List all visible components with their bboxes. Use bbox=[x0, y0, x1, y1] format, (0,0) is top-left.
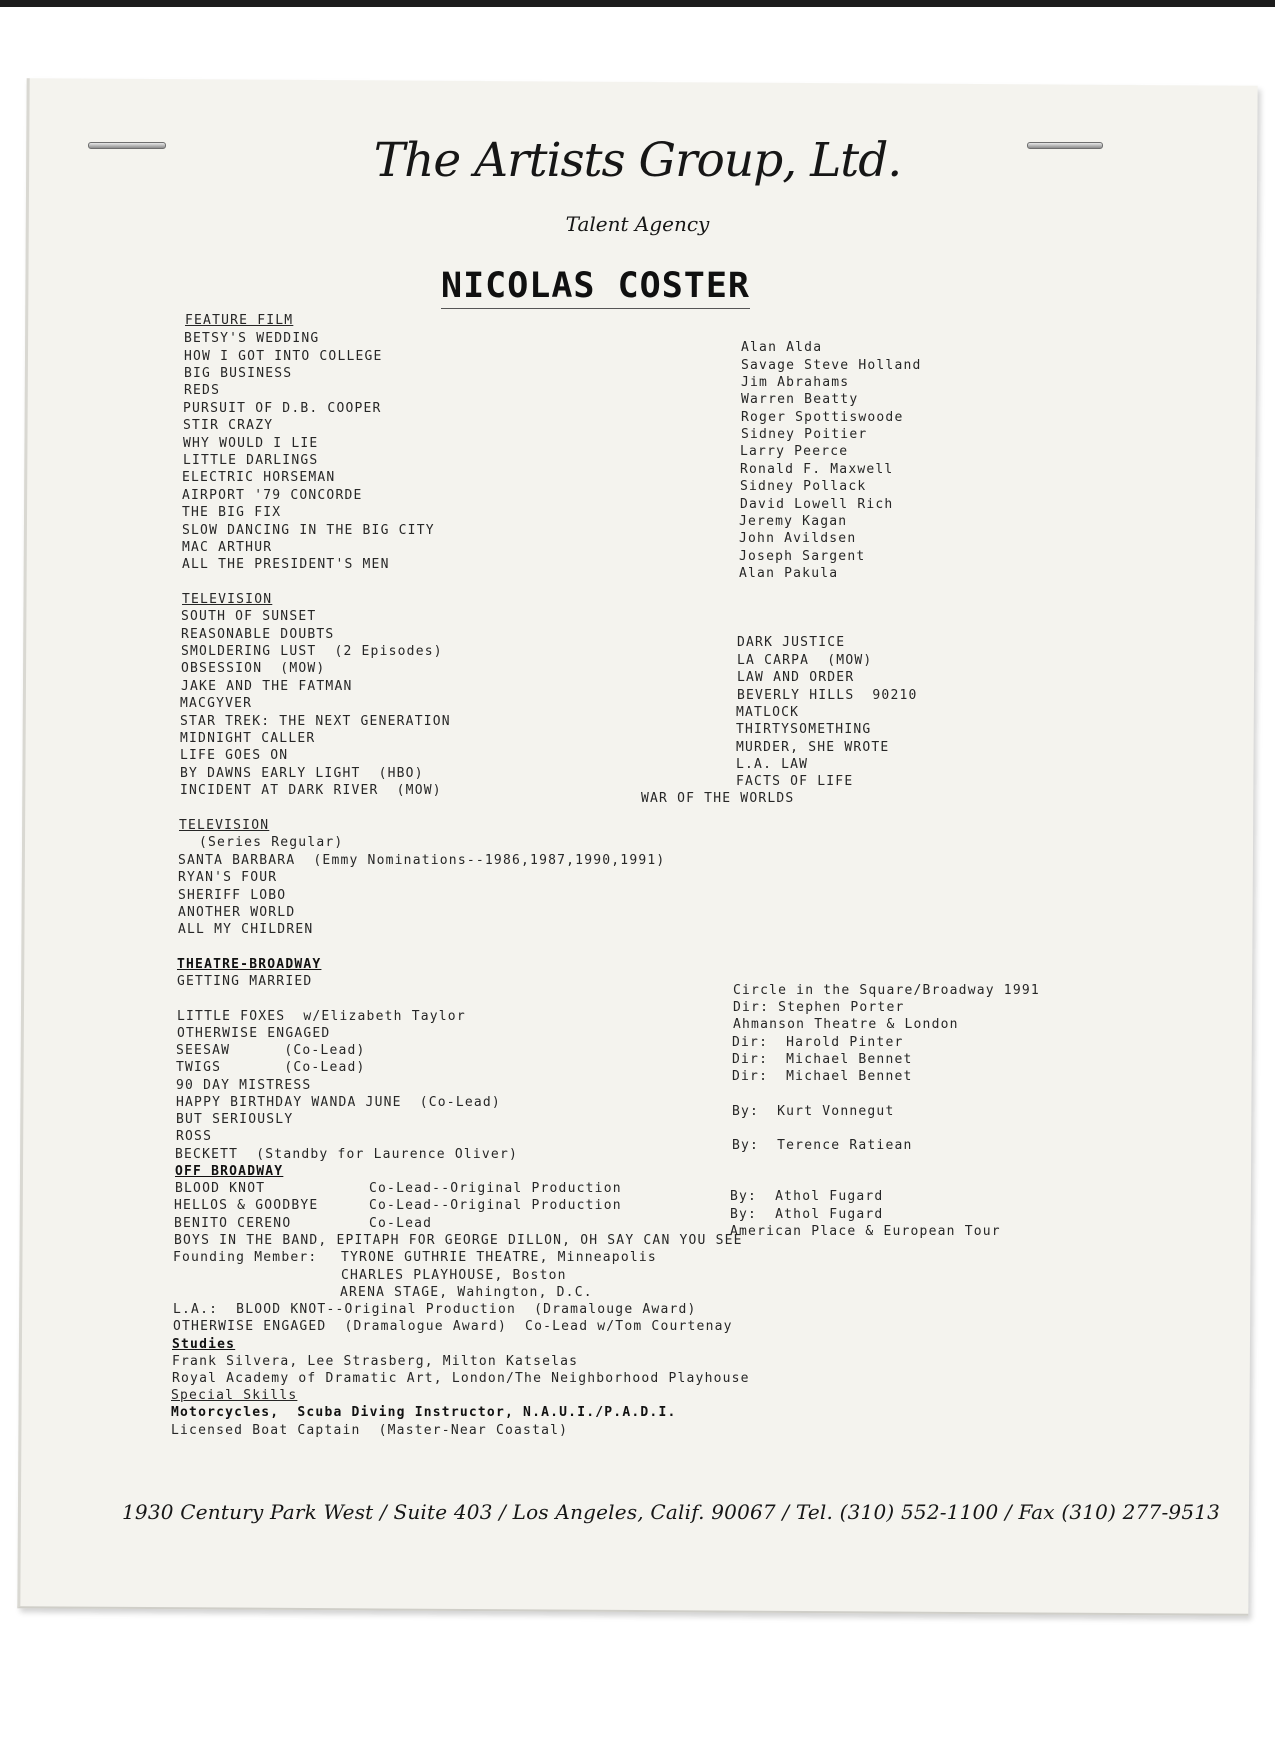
theatre-credit: Ahmanson Theatre & London bbox=[733, 1017, 959, 1032]
series-item: ALL MY CHILDREN bbox=[178, 922, 314, 937]
film-director: Larry Peerce bbox=[740, 444, 849, 459]
film-title: AIRPORT '79 CONCORDE bbox=[182, 488, 363, 503]
theatre-credit: Dir: Stephen Porter bbox=[733, 1000, 905, 1015]
section-heading-series: TELEVISION bbox=[179, 818, 270, 833]
film-title: STIR CRAZY bbox=[183, 418, 274, 433]
theatre-credit: Dir: Michael Bennet bbox=[732, 1069, 913, 1084]
tv-title: MACGYVER bbox=[180, 696, 253, 711]
series-item: RYAN'S FOUR bbox=[178, 870, 278, 885]
agency-address: 1930 Century Park West / Suite 403 / Los Angeles, Calif. 90067 / Tel. (310) 552-1100 / Fax (310) 277-9513 bbox=[122, 1500, 1221, 1524]
founding-theatre: ARENA STAGE, Wahington, D.C. bbox=[340, 1285, 593, 1300]
film-title: BIG BUSINESS bbox=[184, 366, 293, 381]
tv-title: JAKE AND THE FATMAN bbox=[181, 679, 353, 694]
tv-title: LIFE GOES ON bbox=[180, 748, 289, 763]
film-director: Joseph Sargent bbox=[739, 549, 866, 564]
film-director: Warren Beatty bbox=[741, 392, 859, 407]
founding-member-label: Founding Member: bbox=[173, 1250, 318, 1265]
theatre-item: GETTING MARRIED bbox=[177, 974, 313, 989]
theatre-item: TWIGS (Co-Lead) bbox=[176, 1060, 366, 1075]
client-name: NICOLAS COSTER bbox=[441, 266, 750, 309]
theatre-item: BECKETT (Standby for Laurence Oliver) bbox=[175, 1147, 519, 1162]
theatre-item: ROSS bbox=[176, 1129, 213, 1144]
film-director: Jim Abrahams bbox=[741, 375, 850, 390]
skill-item: Licensed Boat Captain (Master-Near Coastal) bbox=[171, 1423, 569, 1438]
theatre-item: LITTLE FOXES w/Elizabeth Taylor bbox=[177, 1009, 466, 1024]
founding-theatre: CHARLES PLAYHOUSE, Boston bbox=[341, 1268, 567, 1283]
tv-title: SMOLDERING LUST (2 Episodes) bbox=[181, 644, 443, 659]
theatre-item: HAPPY BIRTHDAY WANDA JUNE (Co-Lead) bbox=[176, 1095, 501, 1110]
series-item: SANTA BARBARA (Emmy Nominations--1986,1987,1990,1991) bbox=[178, 853, 666, 868]
theatre-credit: By: Terence Ratiean bbox=[732, 1138, 913, 1153]
series-item: SHERIFF LOBO bbox=[178, 888, 287, 903]
film-director: Ronald F. Maxwell bbox=[740, 462, 894, 477]
section-heading-feature-film: FEATURE FILM bbox=[185, 313, 294, 328]
film-title: LITTLE DARLINGS bbox=[183, 453, 319, 468]
off-broadway-role: Co-Lead--Original Production bbox=[369, 1198, 622, 1213]
tv-title: BEVERLY HILLS 90210 bbox=[737, 688, 918, 703]
la-credit: OTHERWISE ENGAGED (Dramalogue Award) Co-Lead w/Tom Courtenay bbox=[173, 1319, 733, 1334]
film-title: ELECTRIC HORSEMAN bbox=[182, 470, 336, 485]
film-director: Sidney Pollack bbox=[740, 479, 867, 494]
film-title: BETSY'S WEDDING bbox=[184, 331, 320, 346]
film-director: Roger Spottiswoode bbox=[741, 410, 904, 425]
la-credit: L.A.: BLOOD KNOT--Original Production (Dramalouge Award) bbox=[173, 1302, 697, 1317]
film-title: SLOW DANCING IN THE BIG CITY bbox=[182, 523, 435, 538]
film-director: Jeremy Kagan bbox=[739, 514, 848, 529]
off-broadway-credit: By: Athol Fugard bbox=[730, 1189, 884, 1204]
tv-title: SOUTH OF SUNSET bbox=[181, 609, 317, 624]
film-title: MAC ARTHUR bbox=[182, 540, 273, 555]
tv-title: THIRTYSOMETHING bbox=[736, 722, 872, 737]
studies-item: Frank Silvera, Lee Strasberg, Milton Katselas bbox=[172, 1354, 579, 1369]
film-director: Alan Alda bbox=[741, 340, 823, 355]
tv-title: BY DAWNS EARLY LIGHT (HBO) bbox=[180, 766, 424, 781]
off-broadway-title: HELLOS & GOODBYE bbox=[174, 1198, 319, 1213]
off-broadway-role: Co-Lead bbox=[369, 1216, 433, 1231]
off-broadway-title: BENITO CERENO bbox=[174, 1216, 292, 1231]
theatre-item: BUT SERIOUSLY bbox=[176, 1112, 294, 1127]
section-heading-studies: Studies bbox=[172, 1337, 236, 1352]
film-director: Alan Pakula bbox=[739, 566, 839, 581]
off-broadway-others: BOYS IN THE BAND, EPITAPH FOR GEORGE DILLON, OH SAY CAN YOU SEE bbox=[174, 1233, 743, 1248]
series-item: ANOTHER WORLD bbox=[178, 905, 296, 920]
tv-title: LA CARPA (MOW) bbox=[737, 653, 873, 668]
tv-title: REASONABLE DOUBTS bbox=[181, 627, 335, 642]
film-title: PURSUIT OF D.B. COOPER bbox=[183, 401, 382, 416]
section-heading-off-broadway: OFF BROADWAY bbox=[175, 1164, 284, 1179]
series-subheading: (Series Regular) bbox=[199, 835, 344, 850]
tv-title: MURDER, SHE WROTE bbox=[736, 740, 890, 755]
theatre-credit: Dir: Harold Pinter bbox=[732, 1035, 904, 1050]
founding-theatre: TYRONE GUTHRIE THEATRE, Minneapolis bbox=[341, 1250, 657, 1265]
film-director: Sidney Poitier bbox=[741, 427, 868, 442]
agency-subtitle: Talent Agency bbox=[565, 212, 710, 236]
film-title: THE BIG FIX bbox=[182, 505, 282, 520]
film-director: David Lowell Rich bbox=[740, 497, 894, 512]
tv-title: WAR OF THE WORLDS bbox=[641, 791, 795, 806]
film-title: REDS bbox=[184, 383, 221, 398]
tv-title: OBSESSION (MOW) bbox=[181, 661, 326, 676]
off-broadway-role: Co-Lead--Original Production bbox=[369, 1181, 622, 1196]
off-broadway-title: BLOOD KNOT bbox=[175, 1181, 266, 1196]
theatre-item: 90 DAY MISTRESS bbox=[176, 1078, 312, 1093]
tv-title: MIDNIGHT CALLER bbox=[180, 731, 316, 746]
film-director: John Avildsen bbox=[739, 531, 857, 546]
tv-title: INCIDENT AT DARK RIVER (MOW) bbox=[180, 783, 442, 798]
film-title: ALL THE PRESIDENT'S MEN bbox=[182, 557, 390, 572]
tv-title: FACTS OF LIFE bbox=[736, 774, 854, 789]
agency-logo-text: The Artists Group, Ltd. bbox=[373, 133, 902, 188]
film-director: Savage Steve Holland bbox=[741, 358, 922, 373]
tv-title: MATLOCK bbox=[736, 705, 800, 720]
theatre-item: OTHERWISE ENGAGED bbox=[177, 1026, 331, 1041]
skill-item: Motorcycles, Scuba Diving Instructor, N.A.U.I./P.A.D.I. bbox=[171, 1405, 677, 1420]
tv-title: LAW AND ORDER bbox=[737, 670, 855, 685]
studies-item: Royal Academy of Dramatic Art, London/The Neighborhood Playhouse bbox=[172, 1371, 750, 1386]
theatre-credit: Dir: Michael Bennet bbox=[732, 1052, 913, 1067]
section-heading-special-skills: Special Skills bbox=[171, 1388, 298, 1403]
film-title: WHY WOULD I LIE bbox=[183, 436, 319, 451]
tv-title: STAR TREK: THE NEXT GENERATION bbox=[180, 714, 451, 729]
off-broadway-credit: American Place & European Tour bbox=[730, 1224, 1001, 1239]
tv-title: L.A. LAW bbox=[736, 757, 809, 772]
tv-title: DARK JUSTICE bbox=[737, 635, 846, 650]
theatre-item: SEESAW (Co-Lead) bbox=[176, 1043, 366, 1058]
off-broadway-credit: By: Athol Fugard bbox=[730, 1207, 884, 1222]
section-heading-television: TELEVISION bbox=[182, 592, 273, 607]
theatre-credit: By: Kurt Vonnegut bbox=[732, 1104, 895, 1119]
scan-top-edge bbox=[0, 0, 1275, 7]
theatre-credit: Circle in the Square/Broadway 1991 bbox=[733, 983, 1040, 998]
section-heading-theatre: THEATRE-BROADWAY bbox=[177, 957, 322, 972]
film-title: HOW I GOT INTO COLLEGE bbox=[184, 349, 383, 364]
